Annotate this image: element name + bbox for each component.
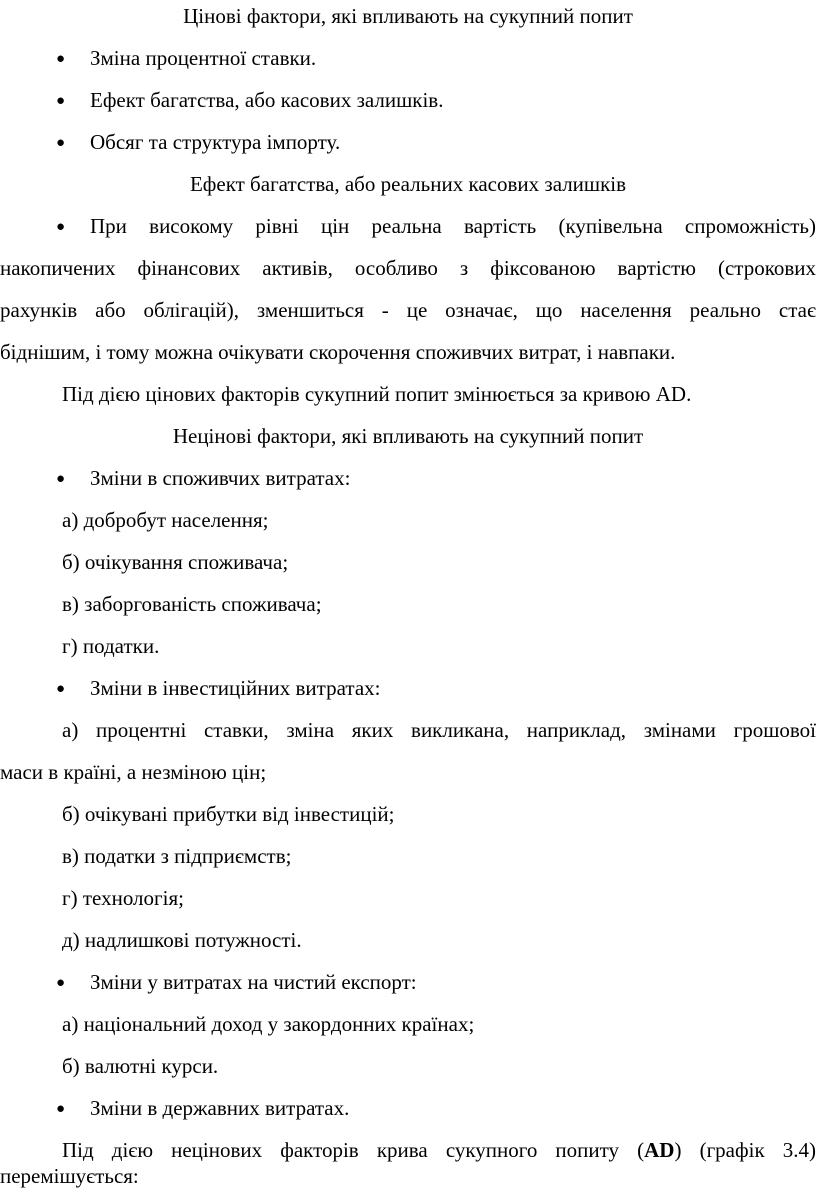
sub-item: б) очікування споживача; — [62, 550, 289, 574]
ad-label: AD — [644, 1138, 675, 1162]
paragraph-line: рахунків або облігацій), зменшиться - це означає, що населення реально стає — [0, 298, 816, 322]
bullet-icon: ● — [56, 219, 66, 235]
sub-item: б) очікувані прибутки від інвестицій; — [62, 802, 395, 826]
bullet-icon: ● — [56, 51, 66, 67]
sub-item: д) надлишкові потужності. — [62, 928, 302, 952]
investment-item-a — [0, 717, 816, 801]
bullet-icon: ● — [56, 471, 66, 487]
sub-item: г) технологія; — [62, 886, 184, 910]
list-item: ● Зміни у витратах на чистий експорт: — [56, 970, 417, 994]
sub-item: в) податки з підприємств; — [62, 844, 292, 868]
list-item: ● Зміна процентної ставки. — [56, 46, 317, 70]
list-item: ● Зміни в споживчих витратах: — [56, 466, 351, 490]
list-item: ● Зміни в інвестиційних витратах: — [56, 676, 381, 700]
sub-item: в) заборгованість споживача; — [62, 592, 322, 616]
bullet-icon: ● — [56, 681, 66, 697]
paragraph-line: біднішим, і тому можна очікувати скорочення споживчих витрат, і навпаки. — [0, 340, 676, 364]
heading-price-factors: Цінові фактори, які впливають на сукупний попит — [183, 4, 633, 28]
sub-item: б) валютні курси. — [62, 1054, 219, 1078]
bullet-icon: ● — [56, 93, 66, 109]
sub-item: г) податки. — [62, 634, 160, 658]
paragraph-line: а) процентні ставки, зміна яких викликана, наприклад, змінами грошової — [62, 718, 816, 742]
list-item: ● Зміни в державних витратах. — [56, 1096, 350, 1120]
wealth-paragraph — [0, 213, 816, 381]
sub-item: а) національний доход у закордонних країнах; — [62, 1012, 475, 1036]
paragraph-line: накопичених фінансових активів, особливо з фіксованою вартістю (строкових — [0, 256, 816, 280]
paragraph-line: ● При високому рівні цін реальна вартість (купівельна спроможність) — [56, 214, 816, 238]
sub-item: а) добробут населення; — [62, 508, 269, 532]
list-item: ● Ефект багатства, або касових залишків. — [56, 88, 444, 112]
list-item: ● Обсяг та структура імпорту. — [56, 130, 341, 154]
bullet-icon: ● — [56, 135, 66, 151]
bullet-icon: ● — [56, 1101, 66, 1117]
paragraph-line: Під дією нецінових факторів крива сукупного попиту (AD) (графік 3.4) — [62, 1138, 816, 1162]
bullet-icon: ● — [56, 975, 66, 991]
heading-wealth-effect: Ефект багатства, або реальних касових залишків — [189, 172, 627, 196]
paragraph-line: маси в країні, а незміною цін; — [0, 760, 267, 784]
heading-nonprice-factors: Нецінові фактори, які впливають на сукупний попит — [172, 424, 644, 448]
paragraph-line: перемішується: — [0, 1164, 139, 1188]
price-conclusion: Під дією цінових факторів сукупний попит змінюється за кривою AD. — [62, 382, 692, 406]
